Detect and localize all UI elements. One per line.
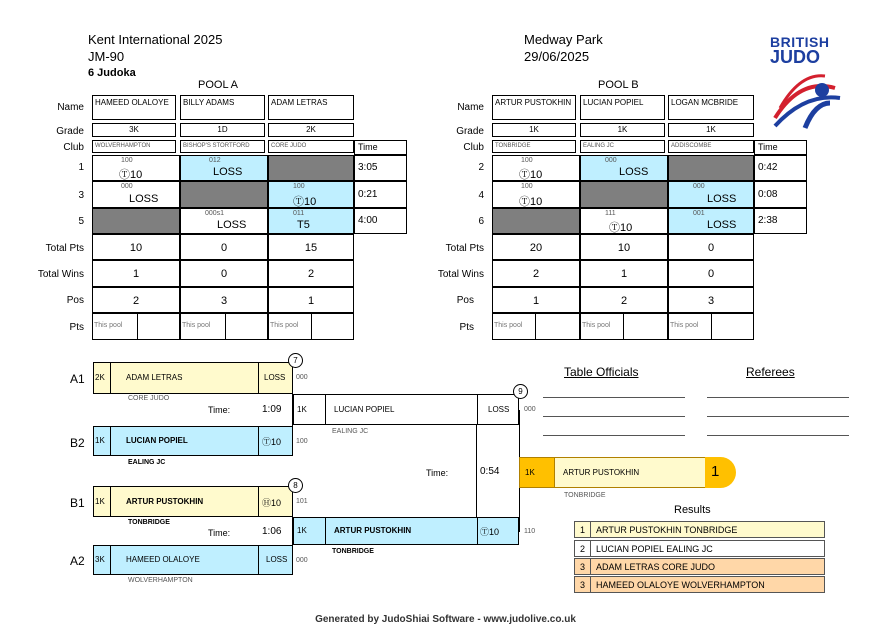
result-row-4 bbox=[574, 576, 825, 593]
score: 100 bbox=[521, 183, 533, 190]
pool-b-m4-empty bbox=[580, 181, 668, 208]
result: LOSS bbox=[217, 219, 247, 231]
name: ARTUR PUSTOKHIN bbox=[334, 526, 412, 535]
pool-b-m6-time: 2:38 bbox=[754, 208, 807, 234]
bracket-m8-b bbox=[93, 545, 293, 575]
m9-time-label: Time: bbox=[426, 468, 449, 478]
match-num-a-5: 5 bbox=[78, 216, 84, 227]
grade: 1K bbox=[95, 436, 105, 445]
seed-b2: B2 bbox=[70, 436, 85, 450]
match-8-badge: 8 bbox=[288, 478, 303, 493]
time-header: Time bbox=[754, 140, 807, 155]
this-pool-label: This pool bbox=[670, 322, 699, 329]
label-club-b: Club bbox=[463, 142, 484, 153]
result: LOSS bbox=[619, 166, 649, 178]
pool-b-m4-c3 bbox=[668, 181, 754, 208]
result-text: LUCIAN POPIEL EALING JC bbox=[596, 544, 713, 554]
pool-a-p2-pts bbox=[180, 313, 268, 340]
label-pts-b: Pts bbox=[459, 322, 474, 333]
pool-b-p3-pos: 3 bbox=[668, 287, 754, 313]
pool-a-m3-c3 bbox=[268, 181, 354, 208]
pool-a-m1-time: 3:05 bbox=[354, 155, 407, 181]
seed-b1: B1 bbox=[70, 496, 85, 510]
pool-b-p1-wins: 2 bbox=[492, 260, 580, 287]
pool-a-p2-total-pts: 0 bbox=[180, 234, 268, 260]
pool-a-player-1-club: WOLVERHAMPTON bbox=[92, 140, 176, 153]
seed-a1: A1 bbox=[70, 372, 85, 386]
result: LOSS bbox=[707, 219, 737, 231]
pool-b-player-1-club: TONBRIDGE bbox=[492, 140, 576, 153]
label-pos-a: Pos bbox=[66, 295, 84, 306]
result: Ⓣ10 bbox=[519, 196, 543, 208]
result: LOSS bbox=[264, 373, 286, 382]
logo-text-1: BRITISH bbox=[770, 34, 830, 50]
score: 011 bbox=[293, 210, 305, 217]
score: 000 bbox=[693, 183, 705, 190]
score: 001 bbox=[693, 210, 705, 217]
pool-b-p1-pts bbox=[492, 313, 580, 340]
match-num-a-1: 1 bbox=[78, 162, 84, 173]
score: 111 bbox=[605, 210, 616, 217]
pool-a-p3-pos: 1 bbox=[268, 287, 354, 313]
label-pos-b: Pos bbox=[456, 295, 474, 306]
winner-grade-cell bbox=[519, 457, 555, 488]
pool-a-m5-time: 4:00 bbox=[354, 208, 407, 234]
label-total-wins-b: Total Wins bbox=[437, 269, 484, 280]
judoka-count: 6 Judoka bbox=[88, 67, 136, 79]
pool-b-title: POOL B bbox=[598, 79, 639, 91]
pool-a-p1-pts bbox=[92, 313, 180, 340]
results-title: Results bbox=[674, 504, 711, 516]
pool-a-p3-wins: 2 bbox=[268, 260, 354, 287]
place: 3 bbox=[580, 580, 586, 590]
pool-b-p3-total-pts: 0 bbox=[668, 234, 754, 260]
m7-a-score: 000 bbox=[296, 374, 308, 381]
pool-b-p2-wins: 1 bbox=[580, 260, 668, 287]
pool-b-player-3-grade: 1K bbox=[668, 123, 754, 137]
result: Ⓣ10 bbox=[119, 169, 143, 181]
pool-b-p3-pts bbox=[668, 313, 754, 340]
m9-time: 0:54 bbox=[480, 466, 500, 477]
pool-a-p1-pos: 2 bbox=[92, 287, 180, 313]
bracket-m9-b bbox=[293, 517, 519, 545]
bracket-line bbox=[476, 425, 477, 517]
judo-figure-icon bbox=[770, 68, 850, 138]
label-total-wins-a: Total Wins bbox=[37, 269, 84, 280]
place: 3 bbox=[580, 562, 586, 572]
grade: 2K bbox=[95, 373, 105, 382]
m9-b-score: 110 bbox=[524, 528, 536, 535]
label-grade-b: Grade bbox=[456, 126, 484, 137]
pool-a-p3-pts bbox=[268, 313, 354, 340]
match-num-b-4: 4 bbox=[478, 190, 484, 201]
m8-time: 1:06 bbox=[262, 526, 282, 537]
pool-a-player-2-club: BISHOP'S STORTFORD bbox=[180, 140, 265, 153]
m8-b-club: WOLVERHAMPTON bbox=[128, 577, 193, 584]
m8-time-label: Time: bbox=[208, 528, 231, 538]
grade: 1K bbox=[297, 405, 307, 414]
result: LOSS bbox=[707, 193, 737, 205]
pool-a-m5-empty bbox=[92, 208, 180, 234]
pool-a-m3-time: 0:21 bbox=[354, 181, 407, 208]
bracket-m7-a bbox=[93, 362, 293, 394]
pool-b-m2-time: 0:42 bbox=[754, 155, 807, 181]
pool-b-p2-pts bbox=[580, 313, 668, 340]
label-club-a: Club bbox=[63, 142, 84, 153]
match-num-a-3: 3 bbox=[78, 190, 84, 201]
score: 100 bbox=[293, 183, 305, 190]
result: LOSS bbox=[129, 193, 159, 205]
place: 1 bbox=[711, 463, 720, 480]
pool-a-p1-total-pts: 10 bbox=[92, 234, 180, 260]
pool-a-m5-c3 bbox=[268, 208, 354, 234]
venue: Medway Park bbox=[524, 32, 603, 47]
bracket-m9-a bbox=[293, 394, 519, 425]
grade: 1K bbox=[525, 468, 535, 477]
pool-a-player-3-grade: 2K bbox=[268, 123, 354, 137]
time-header: Time bbox=[354, 140, 407, 155]
result: LOSS bbox=[213, 166, 243, 178]
pool-a-player-1-grade: 3K bbox=[92, 123, 176, 137]
pool-a-title: POOL A bbox=[198, 79, 238, 91]
pool-b-p2-total-pts: 10 bbox=[580, 234, 668, 260]
result: Ⓣ10 bbox=[293, 196, 317, 208]
score: 012 bbox=[209, 157, 221, 164]
score: 000 bbox=[121, 183, 133, 190]
pool-a-player-2-grade: 1D bbox=[180, 123, 265, 137]
pool-b-m6-empty bbox=[492, 208, 580, 234]
label-total-pts-a: Total Pts bbox=[45, 243, 84, 254]
winner-name-cell bbox=[555, 457, 720, 488]
match-9-badge: 9 bbox=[513, 384, 528, 399]
pool-b-m6-c2 bbox=[580, 208, 668, 234]
bracket-m7-b bbox=[93, 426, 293, 456]
pool-b-p1-total-pts: 20 bbox=[492, 234, 580, 260]
result: Ⓣ10 bbox=[262, 437, 282, 447]
seed-a2: A2 bbox=[70, 554, 85, 568]
name: HAMEED OLALOYE bbox=[126, 555, 200, 564]
this-pool-label: This pool bbox=[582, 322, 611, 329]
pool-b-p1-pos: 1 bbox=[492, 287, 580, 313]
winner-club: TONBRIDGE bbox=[564, 492, 606, 499]
this-pool-label: This pool bbox=[94, 322, 123, 329]
score: 000 bbox=[605, 157, 617, 164]
pool-b-player-2-club: EALING JC bbox=[580, 140, 665, 153]
british-judo-logo bbox=[770, 34, 850, 143]
referees-heading: Referees bbox=[746, 365, 795, 379]
m7-time: 1:09 bbox=[262, 404, 282, 415]
official-line bbox=[543, 416, 685, 417]
m9-a-score: 000 bbox=[524, 406, 536, 413]
pool-a-m1-empty bbox=[268, 155, 354, 181]
pool-b-m4-c1 bbox=[492, 181, 580, 208]
category: JM-90 bbox=[88, 49, 125, 64]
this-pool-label: This pool bbox=[182, 322, 211, 329]
pool-b-player-2-grade: 1K bbox=[580, 123, 665, 137]
pool-b-m6-c3 bbox=[668, 208, 754, 234]
score: 100 bbox=[121, 157, 133, 164]
result: T5 bbox=[297, 219, 310, 231]
tournament-title: Kent International 2025 bbox=[88, 32, 223, 47]
result: Ⓣ10 bbox=[609, 222, 633, 234]
pool-a-m3-empty bbox=[180, 181, 268, 208]
winner-box bbox=[519, 457, 736, 488]
result: Ⓣ10 bbox=[480, 527, 500, 537]
pool-b-grid bbox=[492, 95, 754, 342]
grade: 1K bbox=[95, 497, 105, 506]
official-line bbox=[543, 435, 685, 436]
label-name-b: Name bbox=[457, 102, 484, 113]
label-total-pts-b: Total Pts bbox=[445, 243, 484, 254]
pool-a-player-3-name: ADAM LETRAS bbox=[268, 95, 354, 120]
name: ARTUR PUSTOKHIN bbox=[126, 497, 204, 506]
m8-a-club: TONBRIDGE bbox=[128, 519, 170, 526]
date: 29/06/2025 bbox=[524, 49, 590, 64]
m7-b-club: EALING JC bbox=[128, 459, 166, 466]
table-officials-heading: Table Officials bbox=[564, 365, 639, 379]
match-num-b-2: 2 bbox=[478, 162, 484, 173]
this-pool-label: This pool bbox=[494, 322, 523, 329]
result: Ⓣ10 bbox=[519, 169, 543, 181]
pool-a-p2-wins: 0 bbox=[180, 260, 268, 287]
result: LOSS bbox=[488, 405, 510, 414]
name: LUCIAN POPIEL bbox=[126, 436, 188, 445]
m8-a-score: 101 bbox=[296, 498, 308, 505]
name: LUCIAN POPIEL bbox=[334, 405, 395, 414]
result: Ⓗ10 bbox=[262, 498, 282, 508]
pool-a-time-col bbox=[354, 140, 407, 234]
pool-a-p2-pos: 3 bbox=[180, 287, 268, 313]
score: 100 bbox=[521, 157, 533, 164]
pool-a-m1-c2 bbox=[180, 155, 268, 181]
place: 1 bbox=[580, 525, 586, 535]
m7-b-score: 100 bbox=[296, 438, 308, 445]
referee-line bbox=[707, 435, 849, 436]
pool-b-p3-wins: 0 bbox=[668, 260, 754, 287]
result-row-2 bbox=[574, 540, 825, 557]
match-num-b-6: 6 bbox=[478, 216, 484, 227]
result-text: ADAM LETRAS CORE JUDO bbox=[596, 562, 716, 572]
referee-line bbox=[707, 416, 849, 417]
result-row-1 bbox=[574, 521, 825, 538]
label-grade-a: Grade bbox=[56, 126, 84, 137]
referee-line bbox=[707, 397, 849, 398]
pool-a-m3-c1 bbox=[92, 181, 180, 208]
official-line bbox=[543, 397, 685, 398]
result: LOSS bbox=[266, 555, 288, 564]
result-text: ARTUR PUSTOKHIN TONBRIDGE bbox=[596, 525, 738, 535]
grade: 3K bbox=[95, 555, 105, 564]
label-pts-a: Pts bbox=[69, 322, 84, 333]
this-pool-label: This pool bbox=[270, 322, 299, 329]
pool-b-player-1-name: ARTUR PUSTOKHIN bbox=[492, 95, 576, 120]
pool-a-m5-c2 bbox=[180, 208, 268, 234]
place: 2 bbox=[580, 544, 586, 554]
pool-b-player-1-grade: 1K bbox=[492, 123, 576, 137]
name: ARTUR PUSTOKHIN bbox=[563, 468, 640, 477]
grade: 1K bbox=[297, 526, 307, 535]
pool-b-p2-pos: 2 bbox=[580, 287, 668, 313]
match-7-badge: 7 bbox=[288, 353, 303, 368]
pool-a-player-2-name: BILLY ADAMS bbox=[180, 95, 265, 120]
pool-b-m4-time: 0:08 bbox=[754, 181, 807, 208]
pool-b-player-2-name: LUCIAN POPIEL bbox=[580, 95, 665, 120]
m9-a-club: EALING JC bbox=[332, 428, 369, 435]
pool-b-player-3-club: ADDISCOMBE bbox=[668, 140, 754, 153]
pool-b-player-3-name: LOGAN MCBRIDE bbox=[668, 95, 754, 120]
result-text: HAMEED OLALOYE WOLVERHAMPTON bbox=[596, 580, 765, 590]
m7-a-club: CORE JUDO bbox=[128, 395, 170, 402]
pool-b-m2-empty bbox=[668, 155, 754, 181]
winner-place-cell bbox=[705, 457, 736, 488]
result-row-3 bbox=[574, 558, 825, 575]
score: 000s1 bbox=[205, 210, 225, 217]
label-name-a: Name bbox=[57, 102, 84, 113]
pool-a-grid bbox=[92, 95, 354, 342]
pool-b-m2-c1 bbox=[492, 155, 580, 181]
pool-b-m2-c2 bbox=[580, 155, 668, 181]
bracket-m8-a bbox=[93, 486, 293, 517]
name: ADAM LETRAS bbox=[126, 373, 183, 382]
m9-b-club: TONBRIDGE bbox=[332, 548, 374, 555]
pool-b-time-col bbox=[754, 140, 807, 234]
pool-a-p3-total-pts: 15 bbox=[268, 234, 354, 260]
footer: Generated by JudoShiai Software - www.judolive.co.uk bbox=[315, 614, 576, 625]
pool-a-player-3-club: CORE JUDO bbox=[268, 140, 354, 153]
pool-a-player-1-name: HAMEED OLALOYE bbox=[92, 95, 176, 120]
pool-a-p1-wins: 1 bbox=[92, 260, 180, 287]
m7-time-label: Time: bbox=[208, 405, 231, 415]
logo-text-2: JUDO bbox=[770, 47, 821, 67]
pool-a-m1-c1 bbox=[92, 155, 180, 181]
m8-b-score: 000 bbox=[296, 557, 308, 564]
